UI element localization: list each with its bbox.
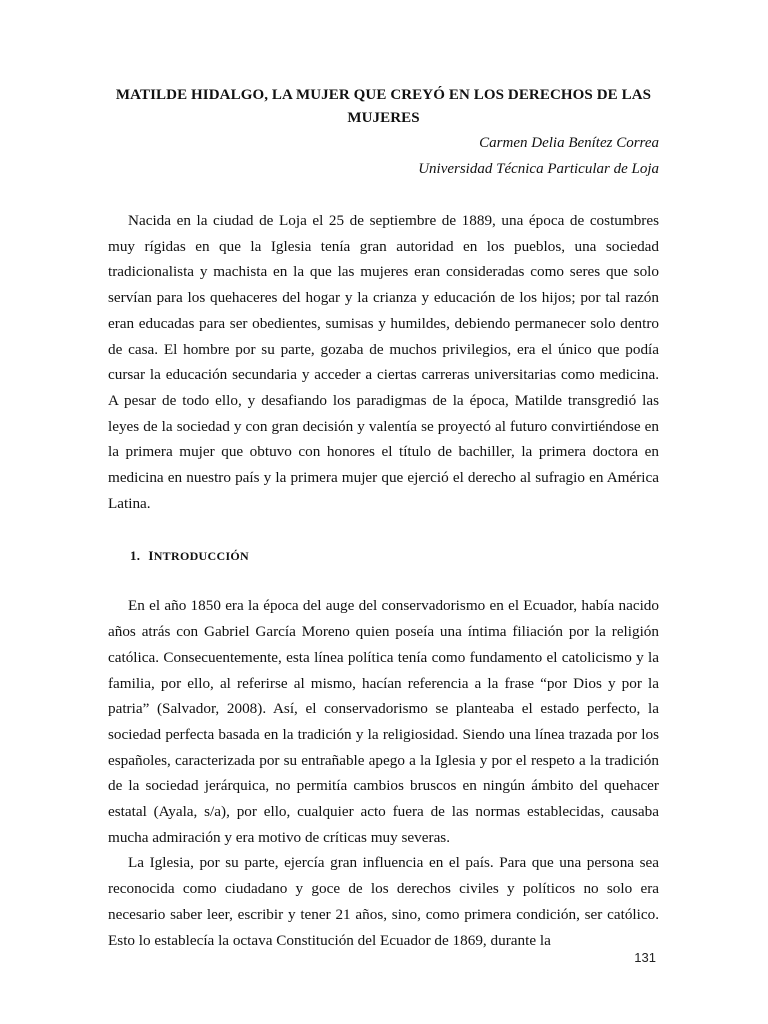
document-title: MATILDE HIDALGO, LA MUJER QUE CREYÓ EN LOS DERECHOS DE LAS MUJERES xyxy=(115,87,652,126)
author-name: Carmen Delia Benítez Correa xyxy=(479,135,659,151)
document-page xyxy=(108,84,659,953)
body-paragraph: En el año 1850 era la época del auge del conservadorismo en el Ecuador, había nacido años atrás con Gabriel García Moreno quien poseía una íntima filiación por la religión católica. Consecuentemente, esta línea política tenía como fundamento el catolicismo y la familia, por ello, al referirse al mismo, hacían referencia a la frase “por Dios y por la patria” (Salvador, 2008). Así, el conservadorismo se planteaba el estado perfecto, la sociedad perfecta basada en la tradición y la religiosidad. Siendo una línea trazada por los españoles, caracterizada por su entrañable apego a la Iglesia y por el respeto a la tradición de la sociedad jerárquica, no permitía cambios bruscos en ningún ámbito del quehacer estatal (Ayala, s/a), por ello, cualquier acto fuera de las normas establecidas, causaba mucha admiración y era motivo de críticas muy severas. xyxy=(108,597,659,846)
page-number: 131 xyxy=(634,950,656,965)
section-number: 1. xyxy=(130,548,141,564)
body-paragraph: La Iglesia, por su parte, ejercía gran influencia en el país. Para que una persona sea reconocida como ciudadano y goce de los derechos civiles y políticos no solo era necesario saber leer, escribir y tener 21 años, sino, como primera condición, ser católico. Esto lo establecía la octava Constitución del Ecuador de 1869, durante la xyxy=(108,854,659,949)
author-affiliation: Universidad Técnica Particular de Loja xyxy=(418,161,659,177)
section-title-initial: I xyxy=(148,548,154,564)
abstract-paragraph: Nacida en la ciudad de Loja el 25 de septiembre de 1889, una época de costumbres muy rígidas en que la Iglesia tenía gran autoridad en los pueblos, una sociedad tradicionalista y machista en la que las mujeres eran consideradas como seres que solo servían para los quehaceres del hogar y la crianza y educación de los hijos; por tal razón eran educadas para ser obedientes, sumisas y humildes, debiendo permanecer solo dentro de casa. El hombre por su parte, gozaba de muchos privilegios, era el único que podía cursar la educación secundaria y acceder a ciertas carreras universitarias como medicina. A pesar de todo ello, y desafiando los paradigmas de la época, Matilde transgredió las leyes de la sociedad y con gran decisión y valentía se proyectó al futuro convirtiéndose en la primera mujer que obtuvo con honores el título de bachiller, la primera doctora en medicina en nuestro país y la primera mujer que ejerció el derecho al sufragio en América Latina. xyxy=(108,212,659,512)
section-heading xyxy=(130,548,659,564)
section-title-rest: NTRODUCCIÓN xyxy=(153,549,250,564)
